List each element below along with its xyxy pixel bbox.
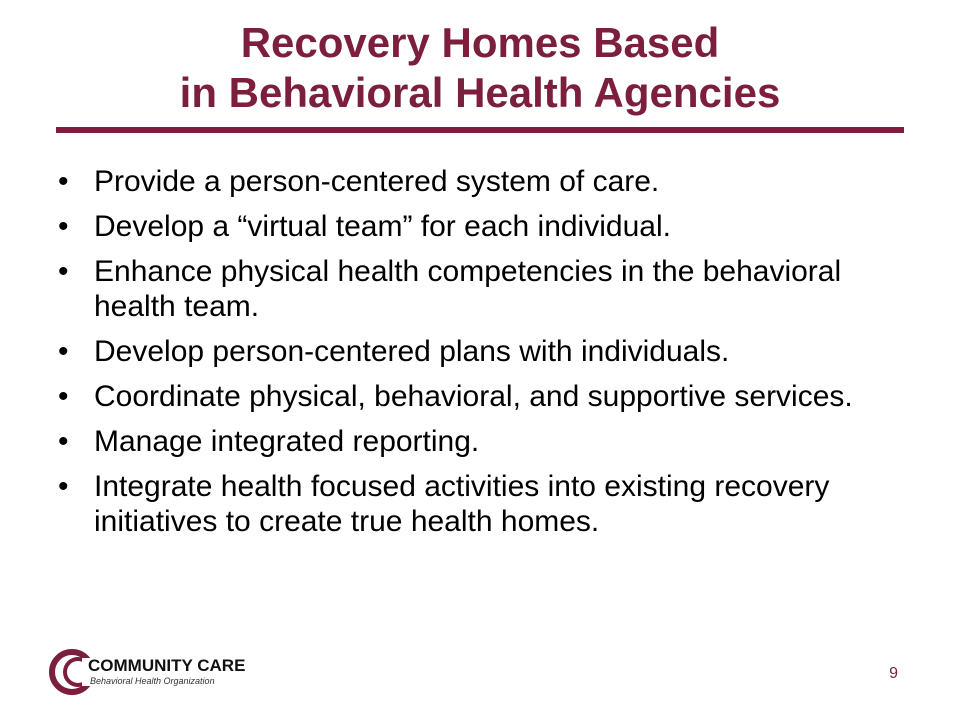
bullet-item [58, 209, 918, 244]
bullet-list [58, 164, 918, 549]
bullet-item [58, 164, 918, 199]
slide-title-line-1: Recovery Homes Based [240, 19, 720, 66]
bullet-item [58, 424, 918, 459]
page-number: 9 [889, 665, 898, 682]
bullet-icon: • [58, 470, 69, 503]
bullet-icon: • [58, 165, 69, 198]
bullet-text: Manage integrated reporting. [94, 425, 480, 458]
community-care-logo [48, 648, 246, 696]
bullet-text: Coordinate physical, behavioral, and supportive services. [94, 380, 853, 413]
bullet-icon: • [58, 255, 69, 288]
title-divider [56, 127, 904, 133]
bullet-icon: • [58, 210, 69, 243]
bullet-icon: • [58, 335, 69, 368]
bullet-icon: • [58, 425, 69, 458]
bullet-icon: • [58, 380, 69, 413]
bullet-text: Integrate health focused activities into existing recovery initiatives to create true health homes. [94, 470, 830, 538]
bullet-item [58, 469, 918, 539]
slide-title [0, 18, 960, 118]
bullet-text: Develop person-centered plans with individuals. [94, 335, 730, 368]
bullet-text: Provide a person-centered system of care. [94, 165, 660, 198]
bullet-text: Develop a “virtual team” for each individual. [94, 210, 671, 243]
slide-title-line-2: in Behavioral Health Agencies [179, 69, 781, 116]
logo-name: COMMUNITY CARE [88, 656, 246, 675]
bullet-item [58, 334, 918, 369]
bullet-item [58, 379, 918, 414]
logo-subtitle: Behavioral Health Organization [90, 676, 215, 686]
bullet-text: Enhance physical health competencies in the behavioral health team. [94, 255, 842, 323]
bullet-item [58, 254, 918, 324]
